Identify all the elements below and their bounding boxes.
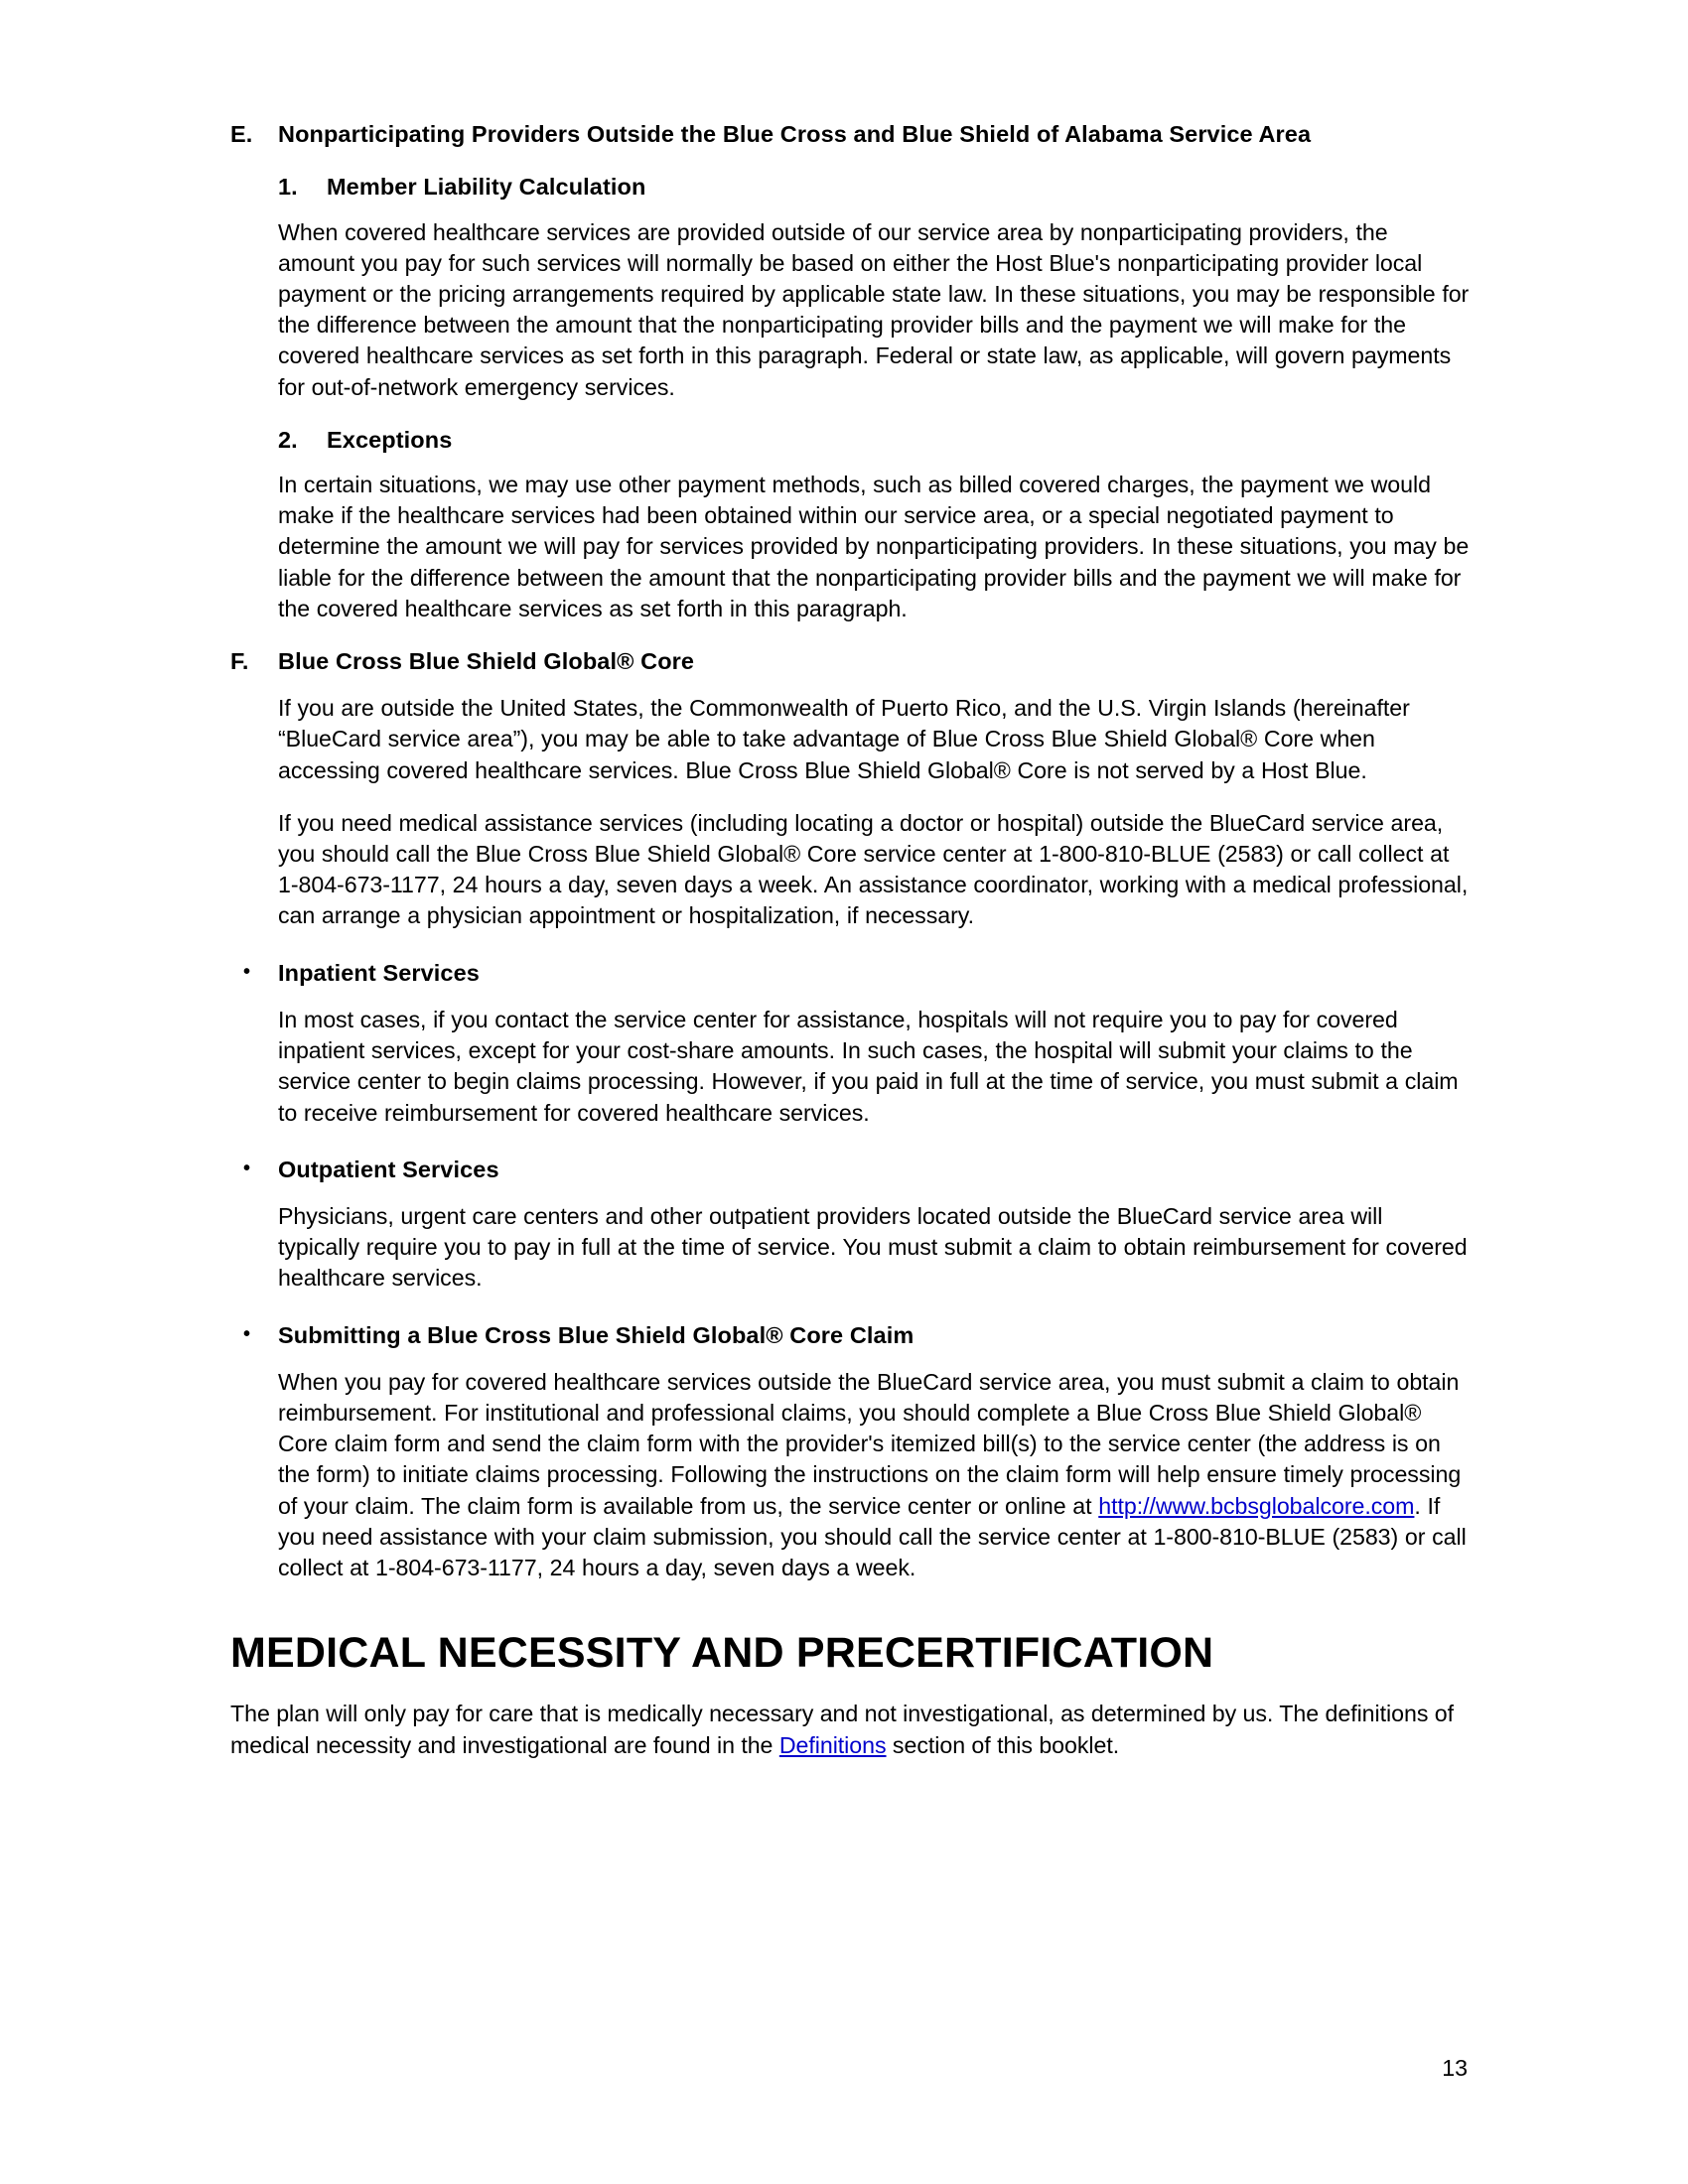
- bullet-inpatient-services-label: Inpatient Services: [278, 959, 480, 986]
- bullet-marker-icon: •: [243, 960, 251, 983]
- paragraph-medical-necessity-part1: The plan will only pay for care that is medically necessary and not investigational, as determined by us. The definitions of medical necessity and investigational are found in the: [230, 1701, 1454, 1758]
- heading-e-2-text: Exceptions: [327, 426, 453, 453]
- heading-e-2: [230, 425, 1470, 456]
- paragraph-global-core-intro: If you are outside the United States, the Commonwealth of Puerto Rico, and the U.S. Virgin Islands (hereinafter “BlueCard service area”), you may be able to take advantage of Blue Cross Blue Shield Global® Core when accessing covered healthcare services. Blue Cross Blue Shield Global® Core is not served by a Host Blue.: [278, 695, 1410, 783]
- paragraph-submitting-claim: [230, 1367, 1470, 1583]
- bullet-inpatient-services: [230, 958, 1470, 989]
- bullet-submitting-claim-label: Submitting a Blue Cross Blue Shield Global® Core Claim: [278, 1321, 914, 1348]
- bullet-marker-icon: •: [243, 1322, 251, 1345]
- heading-section-f-marker: F.: [230, 647, 249, 674]
- heading-section-e-text: Nonparticipating Providers Outside the Blue Cross and Blue Shield of Alabama Service Area: [278, 121, 1312, 147]
- page-content: [230, 119, 1470, 1761]
- bullet-submitting-claim: [230, 1320, 1470, 1351]
- paragraph-submitting-claim-part1: When you pay for covered healthcare services outside the BlueCard service area, you must submit a claim to obtain reimbursement. For institutional and professional claims, you should complete a Blue Cross Blue Shield Global® Core claim form and send the claim form with the provider's itemized bill(s) to the service center (the address is on the form) to initiate claims processing. Following the instructions on the claim form will help ensure timely processing of your claim. The claim form is available from us, the service center or online at: [278, 1368, 1462, 1519]
- page-number: 13: [1442, 2055, 1468, 2081]
- paragraph-medical-necessity: [230, 1699, 1470, 1760]
- paragraph-submitting-claim-part2: . If you need assistance with your claim submission, you should call the service center at 1-800-810-BLUE (2583) or call collect at 1-804-673-1177, 24 hours a day, seven days a week.: [278, 1492, 1467, 1581]
- paragraph-medical-necessity-part2: section of this booklet.: [886, 1731, 1120, 1758]
- section-title-medical-necessity: MEDICAL NECESSITY AND PRECERTIFICATION: [230, 1629, 1214, 1678]
- definitions-section-link[interactable]: Definitions: [778, 1731, 887, 1758]
- bullet-marker-icon: •: [243, 1157, 251, 1179]
- bcbs-global-core-url-link[interactable]: http://www.bcbsglobalcore.com: [1098, 1492, 1415, 1519]
- heading-e-2-marker: 2.: [278, 426, 298, 453]
- bullet-outpatient-services: [230, 1155, 1470, 1185]
- heading-e-1: [230, 172, 1470, 203]
- heading-e-1-text: Member Liability Calculation: [327, 174, 646, 201]
- bullet-outpatient-services-label: Outpatient Services: [278, 1156, 499, 1182]
- heading-section-f-text: Blue Cross Blue Shield Global® Core: [278, 647, 695, 674]
- heading-section-f: [230, 646, 1470, 677]
- heading-section-e-marker: E.: [230, 121, 253, 147]
- paragraph-outpatient-services: Physicians, urgent care centers and other outpatient providers located outside the BlueCard service area will typically require you to pay in full at the time of service. You must submit a claim to obtain reimbursement for covered healthcare services.: [278, 1202, 1468, 1292]
- paragraph-exceptions: In certain situations, we may use other payment methods, such as billed covered charges, the payment we would make if the healthcare services had been obtained within our service area, or a special negotiated payment to determine the amount we will pay for services provided by nonparticipating providers. In these situations, you may be liable for the difference between the amount that the nonparticipating provider bills and the payment we will make for the covered healthcare services as set forth in this paragraph.: [278, 471, 1470, 621]
- paragraph-inpatient-services: In most cases, if you contact the service center for assistance, hospitals will not require you to pay for covered inpatient services, except for your cost-share amounts. In such cases, the hospital will submit your claims to the service center to begin claims processing. However, if you paid in full at the time of service, you must submit a claim to receive reimbursement for covered healthcare services.: [278, 1006, 1459, 1126]
- heading-e-1-marker: 1.: [278, 174, 298, 201]
- paragraph-global-core-assistance: If you need medical assistance services (including locating a doctor or hospital) outside the BlueCard service area, you should call the Blue Cross Blue Shield Global® Core service center at 1-800-810-BLUE (2583) or call collect at 1-804-673-1177, 24 hours a day, seven days a week. An assistance coordinator, working with a medical professional, can arrange a physician appointment or hospitalization, if necessary.: [278, 809, 1469, 929]
- heading-section-e: [230, 119, 1470, 150]
- paragraph-member-liability: When covered healthcare services are provided outside of our service area by nonparticipating providers, the amount you pay for such services will normally be based on either the Host Blue's nonparticipating provider local payment or the pricing arrangements required by applicable state law. In these situations, you may be responsible for the difference between the amount that the nonparticipating provider bills and the payment we will make for the covered healthcare services as set forth in this paragraph. Federal or state law, as applicable, will govern payments for out-of-network emergency services.: [278, 218, 1470, 400]
